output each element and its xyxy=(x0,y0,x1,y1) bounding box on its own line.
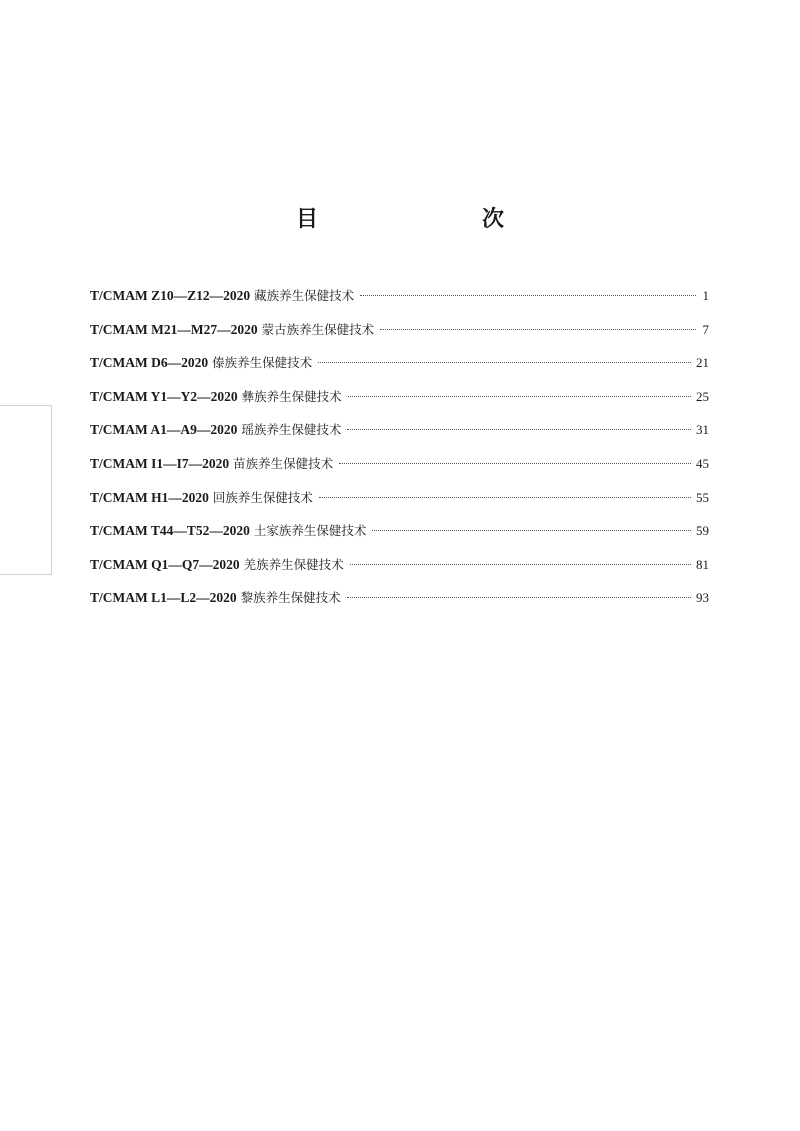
toc-entry-title: 回族养生保健技术 xyxy=(212,489,313,505)
toc-entry[interactable] xyxy=(90,284,709,318)
toc-dot-leader xyxy=(318,362,691,363)
toc-entry-title: 瑶族养生保健技术 xyxy=(241,422,342,438)
toc-entry-title: 蒙古族养生保健技术 xyxy=(261,321,375,337)
toc-entry-title: 黎族养生保健技术 xyxy=(240,590,341,606)
toc-entry-code: T/CMAM T44—T52—2020 xyxy=(90,523,250,539)
toc-entry[interactable] xyxy=(90,385,709,419)
toc-entry[interactable] xyxy=(90,586,709,620)
toc-entry-title: 彝族养生保健技术 xyxy=(241,388,342,404)
toc-entry-code: T/CMAM A1—A9—2020 xyxy=(90,422,238,438)
toc-entry-title: 土家族养生保健技术 xyxy=(253,523,367,539)
toc-dot-leader xyxy=(347,597,691,598)
toc-entry-page: 31 xyxy=(696,422,709,438)
toc-entry[interactable] xyxy=(90,418,709,452)
page-edge-mark xyxy=(0,405,52,575)
toc-entry-title: 苗族养生保健技术 xyxy=(233,455,334,471)
toc-entry-code: T/CMAM I1—I7—2020 xyxy=(90,455,230,471)
toc-dot-leader xyxy=(339,463,691,464)
toc-entry-title: 藏族养生保健技术 xyxy=(254,288,355,303)
toc-entry-page: 25 xyxy=(696,388,709,404)
table-of-contents xyxy=(90,284,709,620)
toc-entry[interactable] xyxy=(90,519,709,553)
toc-entry-code: T/CMAM D6—2020 xyxy=(90,355,209,371)
toc-entry[interactable] xyxy=(90,553,709,587)
toc-entry-title: 傣族养生保健技术 xyxy=(212,355,313,371)
toc-entry-page: 1 xyxy=(702,288,709,303)
toc-entry-page: 59 xyxy=(696,523,709,539)
toc-dot-leader xyxy=(372,530,691,531)
toc-entry-code: T/CMAM Q1—Q7—2020 xyxy=(90,556,240,572)
toc-entry[interactable] xyxy=(90,318,709,352)
toc-dot-leader xyxy=(347,429,691,430)
toc-dot-leader xyxy=(348,396,691,397)
toc-entry-page: 45 xyxy=(696,455,709,471)
toc-entry-page: 55 xyxy=(696,489,709,505)
toc-dot-leader xyxy=(380,329,696,330)
page-title: 目 次 xyxy=(295,206,544,232)
toc-entry-title: 羌族养生保健技术 xyxy=(243,556,344,572)
toc-dot-leader xyxy=(350,564,691,565)
toc-entry-page: 7 xyxy=(702,321,709,337)
toc-entry-code: T/CMAM Z10—Z12—2020 xyxy=(90,288,251,303)
toc-entry-code: T/CMAM H1—2020 xyxy=(90,489,209,505)
toc-entry[interactable] xyxy=(90,351,709,385)
toc-entry-page: 21 xyxy=(696,355,709,371)
toc-entry-code: T/CMAM L1—L2—2020 xyxy=(90,590,237,606)
toc-entry-code: T/CMAM Y1—Y2—2020 xyxy=(90,388,238,404)
toc-entry[interactable] xyxy=(90,452,709,486)
toc-entry-code: T/CMAM M21—M27—2020 xyxy=(90,321,258,337)
toc-entry-page: 81 xyxy=(696,556,709,572)
toc-dot-leader xyxy=(360,295,696,296)
toc-dot-leader xyxy=(319,497,691,498)
toc-entry-page: 93 xyxy=(696,590,709,606)
toc-entry[interactable] xyxy=(90,486,709,520)
